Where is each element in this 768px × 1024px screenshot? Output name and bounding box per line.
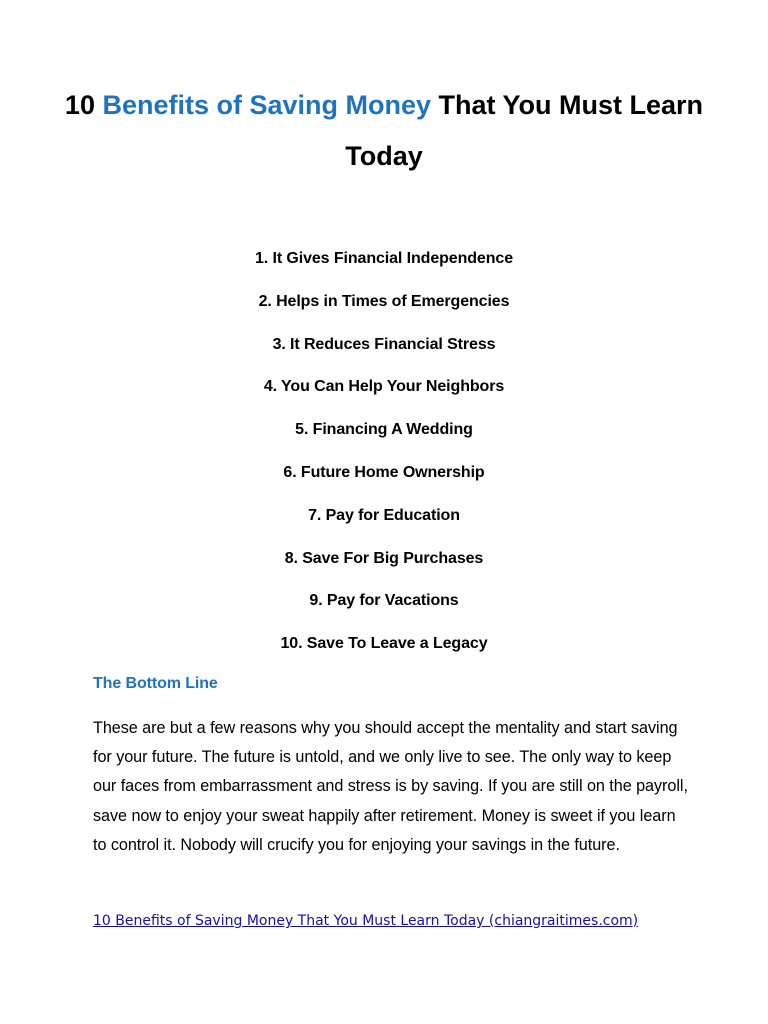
benefit-item: 8. Save For Big Purchases: [284, 549, 484, 567]
title-accent: Benefits of Saving Money: [102, 90, 432, 120]
benefit-item: 1. It Gives Financial Independence: [254, 250, 513, 267]
benefit-item: 2. Helps in Times of Emergencies: [258, 292, 510, 310]
benefit-item: 3. It Reduces Financial Stress: [272, 335, 496, 353]
bottom-line-paragraph: These are but a few reasons why you should accept the mentality and start saving for your future. The future is untold, and we only live to see. The only way to keep our faces from embarrassment and stress is by saving. If you are still on the payroll, save now to enjoy your sweat happily after retirement. Money is sweet if you learn to control it. Nobody will crucify you for enjoying your savings in the future.: [93, 719, 688, 854]
benefit-item: 10. Save To Leave a Legacy: [280, 635, 488, 653]
benefit-item: 7. Pay for Education: [308, 506, 460, 524]
benefit-item: 9. Pay for Vacations: [309, 592, 459, 610]
benefits-list: [0, 244, 768, 672]
title-suffix: That You Must Learn Today: [345, 90, 704, 171]
benefit-item: 4. You Can Help Your Neighbors: [263, 378, 505, 396]
benefit-item: 6. Future Home Ownership: [283, 463, 485, 481]
page-title: [60, 80, 708, 182]
benefit-item: 5. Financing A Wedding: [295, 421, 473, 439]
title-prefix: 10: [64, 90, 103, 120]
bottom-line-heading: The Bottom Line: [93, 675, 218, 692]
source-link[interactable]: 10 Benefits of Saving Money That You Must Learn Today (chiangraitimes.com): [93, 913, 639, 929]
